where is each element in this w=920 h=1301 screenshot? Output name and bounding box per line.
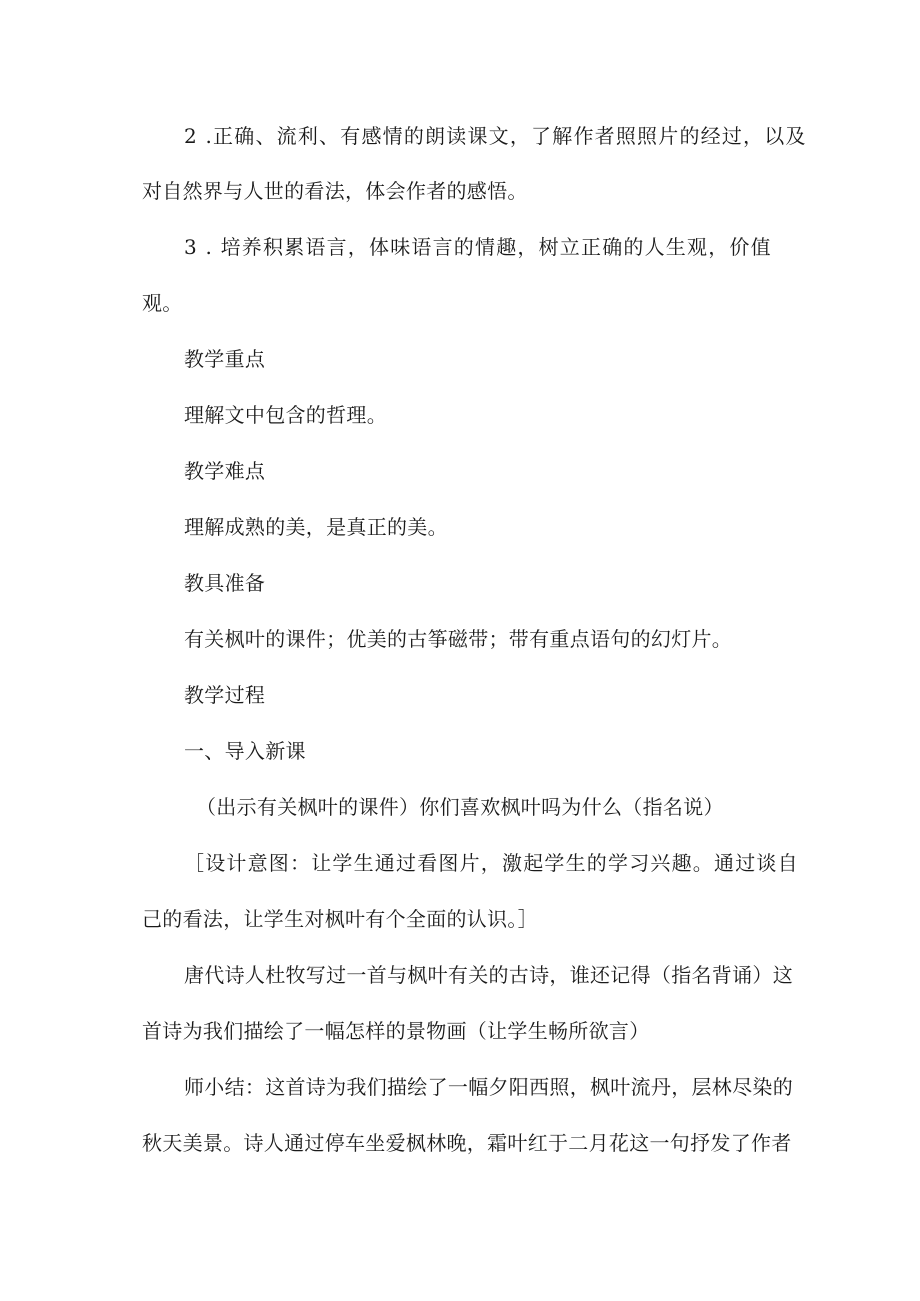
design-intent-line-1: ［设计意图：让学生通过看图片，激起学生的学习兴趣。通过谈自: [184, 851, 799, 875]
materials-text: 有关枫叶的课件；优美的古筝磁带；带有重点语句的幻灯片。: [184, 627, 733, 651]
teacher-summary-line-2: 秋天美景。诗人通过停车坐爱枫林晚，霜叶红于二月花这一句抒发了作者: [142, 1131, 792, 1155]
objective-3-line-1: 3 . 培养积累语言，体味语言的情趣，树立正确的人生观，价值: [184, 235, 772, 259]
objective-3-line-2: 观。: [142, 291, 183, 315]
objective-2-line-1: 2 .正确、流利、有感情的朗读课文，了解作者照照片的经过，以及: [184, 124, 807, 148]
key-points-text: 理解文中包含的哲理。: [184, 403, 387, 427]
heading-materials: 教具准备: [184, 571, 266, 595]
poem-prompt-line-1: 唐代诗人杜牧写过一首与枫叶有关的古诗，谁还记得（指名背诵）这: [184, 963, 793, 987]
design-intent-line-2: 己的看法，让学生对枫叶有个全面的认识。］: [142, 907, 538, 931]
intro-activity-text: （出示有关枫叶的课件）你们喜欢枫叶吗为什么（指名说）: [196, 795, 724, 819]
difficulties-text: 理解成熟的美，是真正的美。: [184, 515, 448, 539]
heading-key-points: 教学重点: [184, 347, 266, 371]
heading-process: 教学过程: [184, 683, 266, 707]
heading-difficulties: 教学难点: [184, 459, 266, 483]
poem-prompt-line-2: 首诗为我们描绘了一幅怎样的景物画（让学生畅所欲言）: [142, 1019, 650, 1043]
section-intro-heading: 一、导入新课: [184, 739, 306, 763]
objective-2-line-2: 对自然界与人世的看法，体会作者的感悟。: [142, 179, 528, 203]
teacher-summary-line-1: 师小结：这首诗为我们描绘了一幅夕阳西照，枫叶流丹，层林尽染的: [184, 1075, 793, 1099]
